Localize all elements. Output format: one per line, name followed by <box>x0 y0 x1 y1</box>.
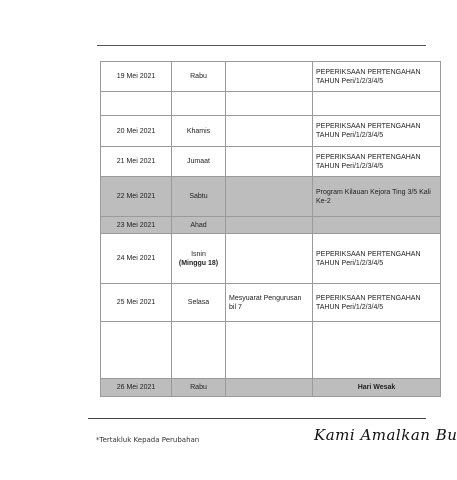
day-cell: Sabtu <box>172 177 226 217</box>
event-cell <box>313 322 441 379</box>
table-row <box>101 62 441 92</box>
event-cell: PEPERIKSAAN PERTENGAHAN TAHUN Peri/1/2/3/4/5 <box>313 116 441 147</box>
table-row <box>101 234 441 284</box>
date-cell: 22 Mei 2021 <box>101 177 172 217</box>
table-row <box>101 177 441 217</box>
footnote: *Tertakluk Kepada Perubahan <box>96 436 200 444</box>
meeting-cell <box>226 92 313 116</box>
week-label: (Minggu 18) <box>178 259 219 267</box>
meeting-cell <box>226 116 313 147</box>
day-label: Isnin <box>191 250 206 258</box>
table-row <box>101 284 441 322</box>
table-row <box>101 322 441 379</box>
day-cell <box>172 234 226 284</box>
event-cell: PEPERIKSAAN PERTENGAHAN TAHUN Peri/1/2/3/4/5 <box>313 284 441 322</box>
date-cell <box>101 322 172 379</box>
date-cell: 26 Mei 2021 <box>101 379 172 397</box>
meeting-cell <box>226 322 313 379</box>
meeting-cell <box>226 147 313 177</box>
day-cell: Ahad <box>172 217 226 234</box>
meeting-cell: Mesyuarat Pengurusan bil 7 <box>226 284 313 322</box>
table-row <box>101 217 441 234</box>
meeting-cell <box>226 177 313 217</box>
header-rule <box>97 45 426 46</box>
date-cell: 23 Mei 2021 <box>101 217 172 234</box>
day-cell <box>172 92 226 116</box>
signature-slogan: Kami Amalkan Bu <box>314 426 457 444</box>
day-cell: Khamis <box>172 116 226 147</box>
event-cell: PEPERIKSAAN PERTENGAHAN TAHUN Peri/1/2/3/4/5 <box>313 234 441 284</box>
day-cell: Jumaat <box>172 147 226 177</box>
date-cell: 24 Mei 2021 <box>101 234 172 284</box>
day-cell <box>172 322 226 379</box>
meeting-cell <box>226 234 313 284</box>
table-row <box>101 92 441 116</box>
event-cell <box>313 92 441 116</box>
meeting-cell <box>226 379 313 397</box>
calendar-table <box>100 61 441 397</box>
date-cell: 20 Mei 2021 <box>101 116 172 147</box>
event-cell: PEPERIKSAAN PERTENGAHAN TAHUN Peri/1/2/3/4/5 <box>313 62 441 92</box>
day-cell: Selasa <box>172 284 226 322</box>
event-cell <box>313 217 441 234</box>
date-cell: 25 Mei 2021 <box>101 284 172 322</box>
event-cell: Hari Wesak <box>313 379 441 397</box>
date-cell: 19 Mei 2021 <box>101 62 172 92</box>
event-cell: Program Kilauan Kejora Ting 3/5 Kali Ke-2 <box>313 177 441 217</box>
table-row <box>101 379 441 397</box>
day-cell: Rabu <box>172 379 226 397</box>
event-cell: PEPERIKSAAN PERTENGAHAN TAHUN Peri/1/2/3/4/5 <box>313 147 441 177</box>
date-cell: 21 Mei 2021 <box>101 147 172 177</box>
table-row <box>101 116 441 147</box>
meeting-cell <box>226 217 313 234</box>
table-row <box>101 147 441 177</box>
footer-rule <box>88 418 426 419</box>
day-cell: Rabu <box>172 62 226 92</box>
date-cell <box>101 92 172 116</box>
meeting-cell <box>226 62 313 92</box>
